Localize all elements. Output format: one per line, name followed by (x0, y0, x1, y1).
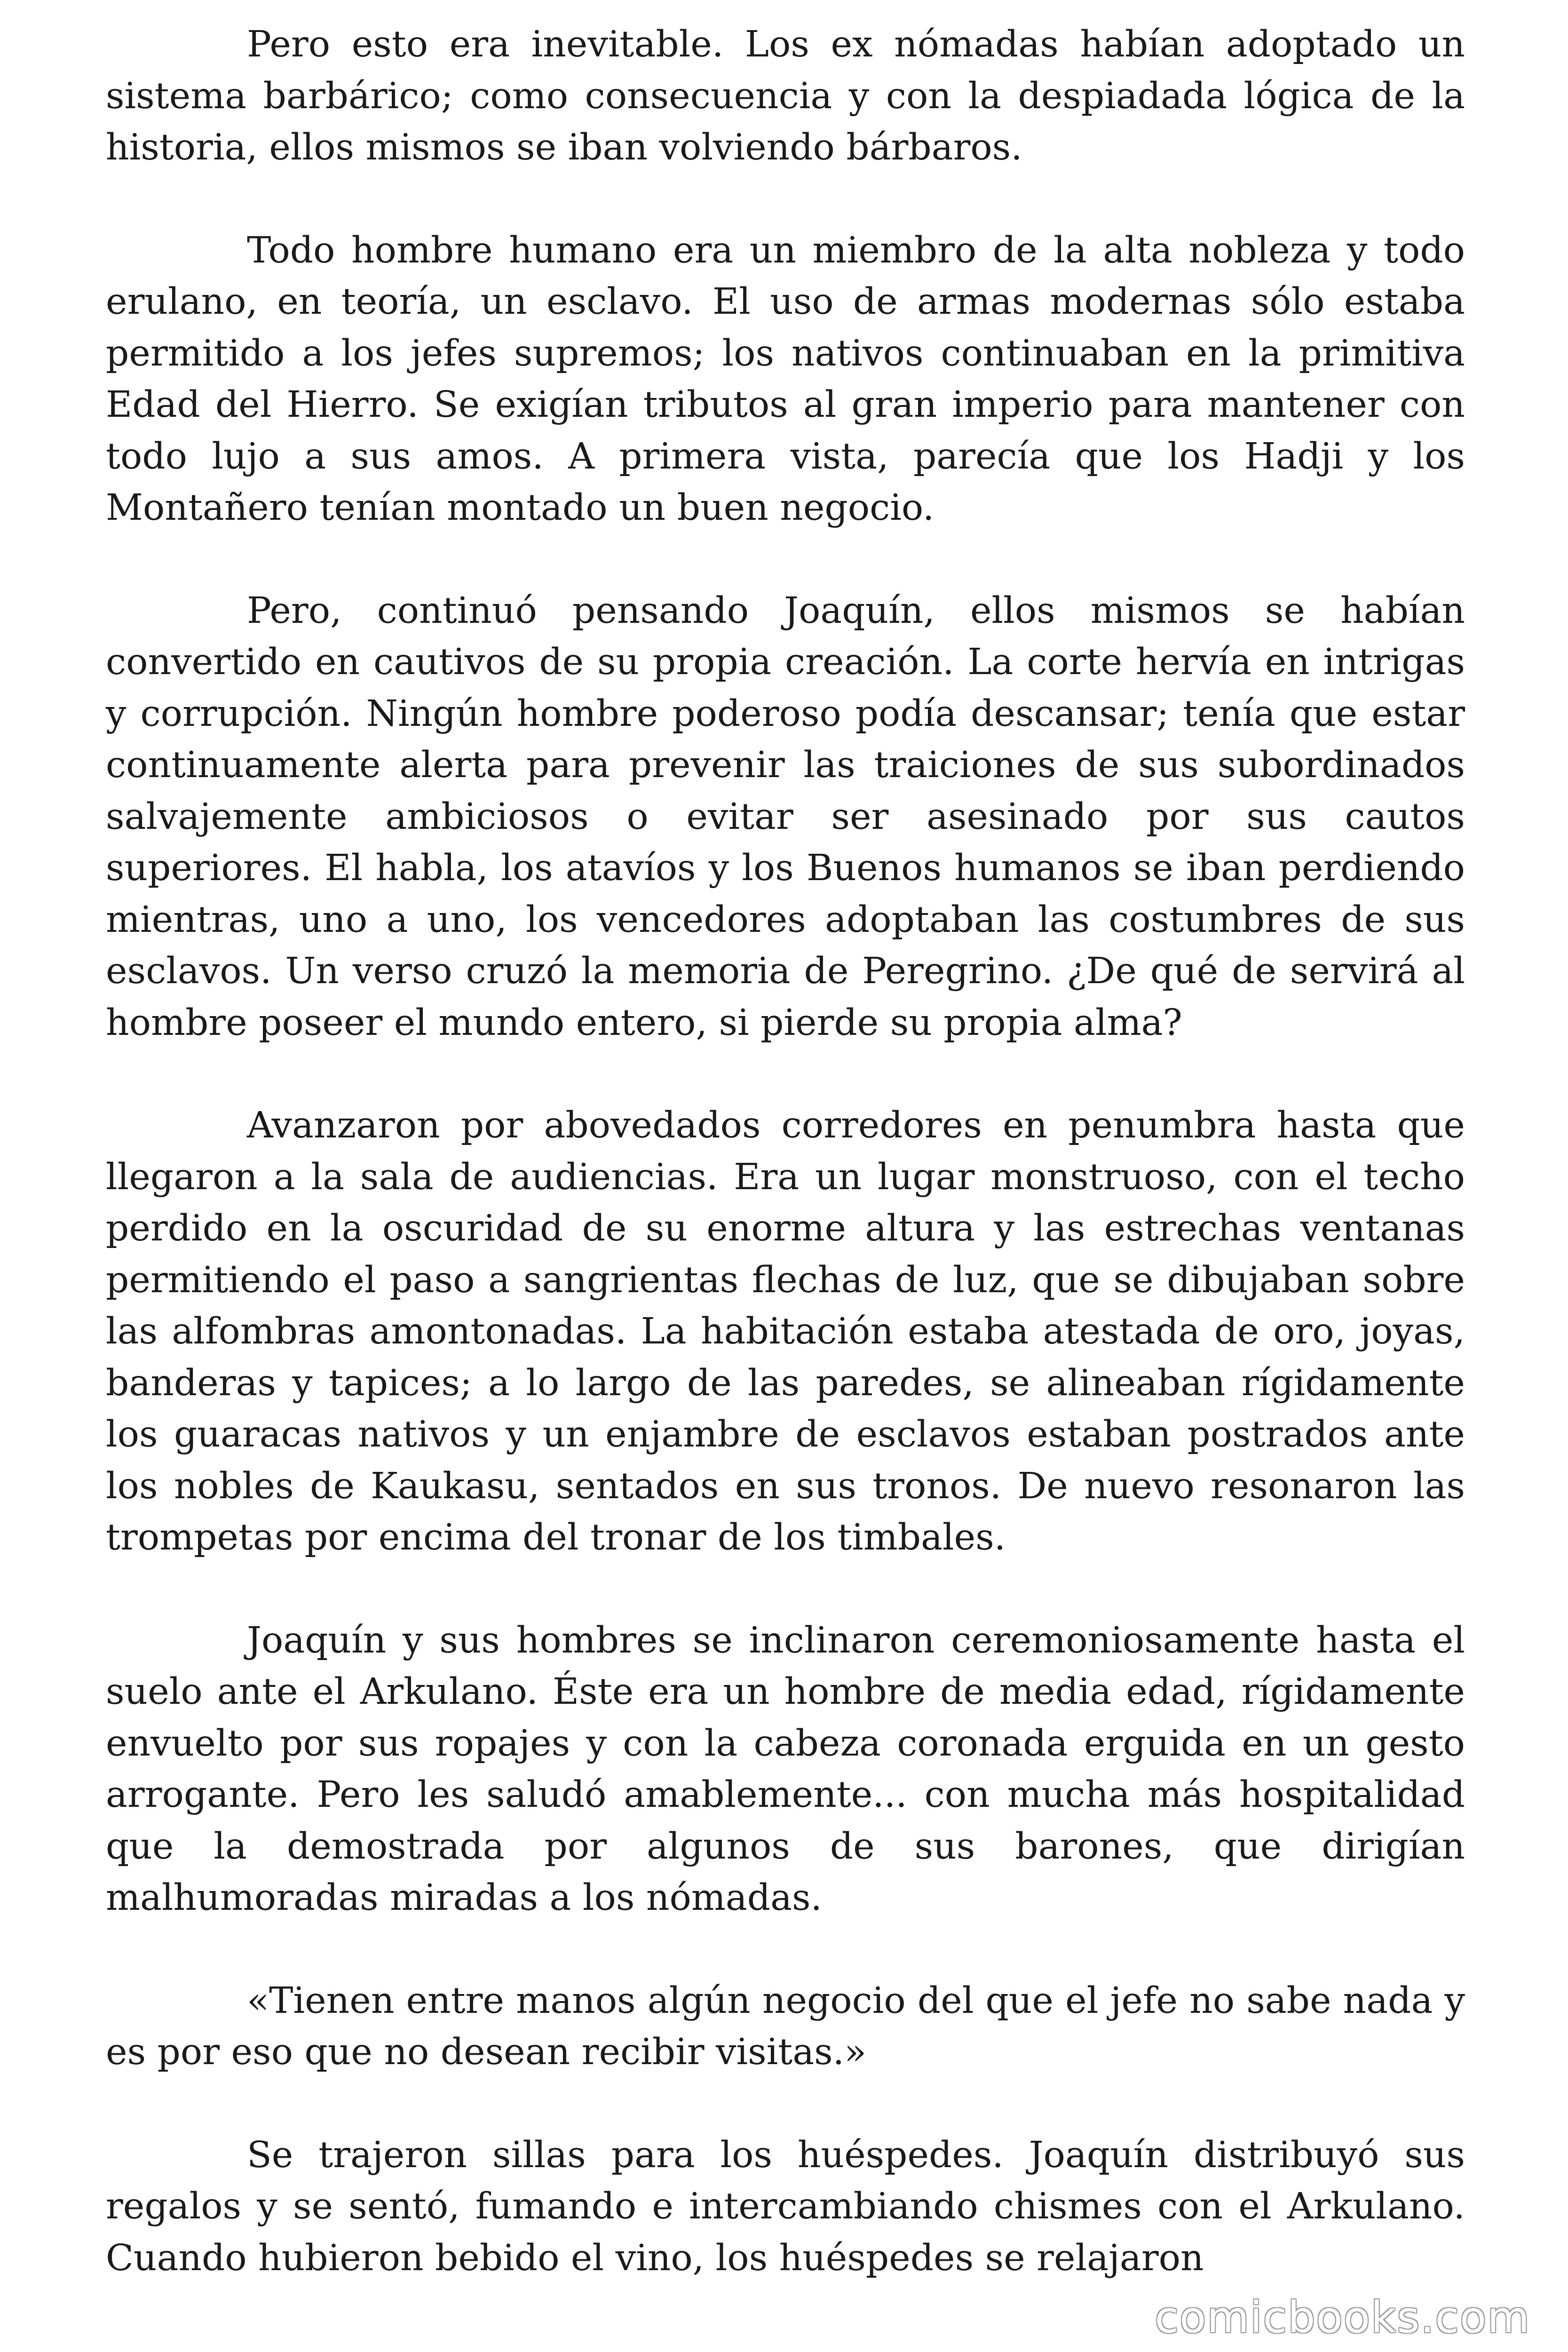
paragraph-1: Pero esto era inevitable. Los ex nómadas habían adoptado un sistema barbárico; como consecuencia y con la despiadada lógica de la historia, ellos mismos se iban volviendo bárbaros. (106, 24, 1465, 168)
paragraph-5: Joaquín y sus hombres se inclinaron ceremoniosamente hasta el suelo ante el Arkulano. Éste era un hombre de media edad, rígidamente envuelto por sus ropajes y con la cabeza coronada erguida en un gesto arrogante. Pero les saludó amablemente... con mucha más hospitalidad que la demostrada por algunos de sus barones, que dirigían malhumoradas miradas a los nómadas. (106, 1619, 1465, 1919)
paragraph-7: Se trajeron sillas para los huéspedes. Joaquín distribuyó sus regalos y se sentó, fumando e intercambiando chismes con el Arkulano. Cuando hubieron bebido el vino, los huéspedes se relajaron (106, 2134, 1465, 2279)
book-page (106, 19, 1465, 2284)
watermark: comicbooks.com (1155, 2292, 1530, 2343)
paragraph-4: Avanzaron por abovedados corredores en penumbra hasta que llegaron a la sala de audiencias. Era un lugar monstruoso, con el techo perdido en la oscuridad de su enorme altura y las estrechas ventanas permitiendo el paso a sangrientas flechas de luz, que se dibujaban sobre las alfombras amontonadas. La habitación estaba atestada de oro, joyas, banderas y tapices; a lo largo de las paredes, se alineaban rígidamente los guaracas nativos y un enjambre de esclavos estaban postrados ante los nobles de Kaukasu, sentados en sus tronos. De nuevo resonaron las trompetas por encima del tronar de los timbales. (106, 1104, 1465, 1558)
paragraph-6: «Tienen entre manos algún negocio del que el jefe no sabe nada y es por eso que no desean recibir visitas.» (106, 1979, 1465, 2073)
paragraph-2: Todo hombre humano era un miembro de la alta nobleza y todo erulano, en teoría, un esclavo. El uso de armas modernas sólo estaba permitido a los jefes supremos; los nativos continuaban en la primitiva Edad del Hierro. Se exigían tributos al gran imperio para mantener con todo lujo a sus amos. A primera vista, parecía que los Hadji y los Montañero tenían montado un buen negocio. (106, 229, 1465, 529)
paragraph-3: Pero, continuó pensando Joaquín, ellos mismos se habían convertido en cautivos de su propia creación. La corte hervía en intrigas y corrupción. Ningún hombre poderoso podía descansar; tenía que estar continuamente alerta para prevenir las traiciones de sus subordinados salvajemente ambiciosos o evitar ser asesinado por sus cautos superiores. El habla, los atavíos y los Buenos humanos se iban perdiendo mientras, uno a uno, los vencedores adoptaban las costumbres de sus esclavos. Un verso cruzó la memoria de Peregrino. ¿De qué de servirá al hombre poseer el mundo entero, si pierde su propia alma? (106, 589, 1465, 1044)
